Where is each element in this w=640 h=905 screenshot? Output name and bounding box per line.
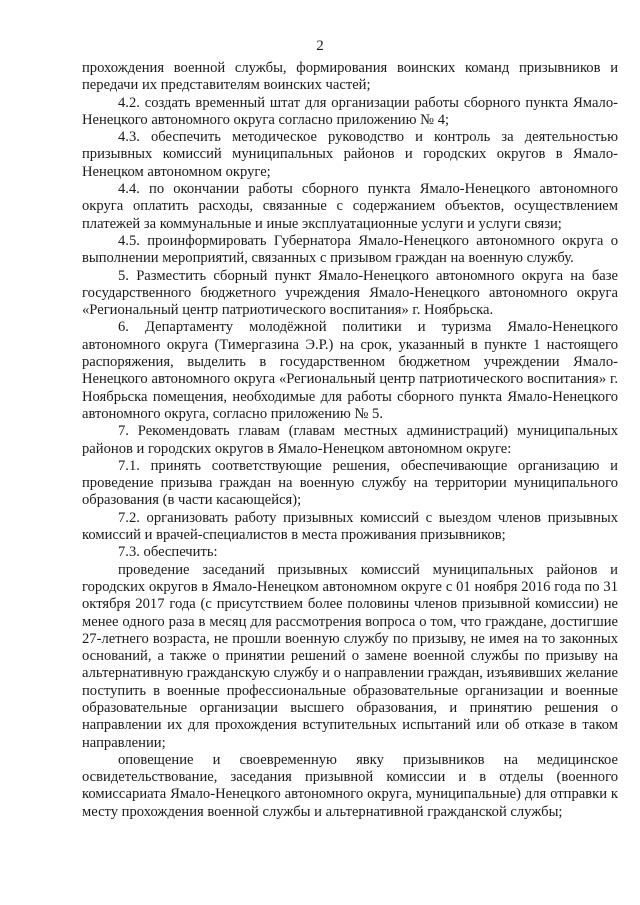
paragraph: прохождения военной службы, формирования воинских команд призывников и передачи их представителям воинских частей; [82,60,618,94]
paragraph: 7.2. организовать работу призывных комиссий с выездом членов призывных комиссий и врачей-специалистов в места проживания призывников; [82,509,618,544]
paragraph: 4.4. по окончании работы сборного пункта Ямало-Ненецкого автономного округа оплатить расходы, связанные с содержанием объектов, осуществлением платежей за коммунальные и иные эксплуатационные услуги и услуги связи; [82,181,618,232]
paragraph: 7.1. принять соответствующие решения, обеспечивающие организацию и проведение призыва граждан на военную службу на территории муниципального образования (в части касающейся); [82,457,618,509]
paragraph: 4.2. создать временный штат для организации работы сборного пункта Ямало-Ненецкого автономного округа согласно приложению № 4; [82,94,618,128]
paragraph: оповещение и своевременную явку призывников на медицинское освидетельствование, заседания призывной комиссии и в отделы (военного комиссариата Ямало-Ненецкого автономного округа, муниципальные) для отправки к месту прохождения военной службы и альтернативной гражданской службы; [82,751,618,820]
paragraph: 6. Департаменту молодёжной политики и туризма Ямало-Ненецкого автономного округа (Тимергазина Э.Р.) на срок, указанный в пункте 1 настоящего распоряжения, выделить в государственном бюджетном учреждении Ямало-Ненецкого автономного округа «Региональный центр патриотического воспитания» г. Ноябрьска помещения, необходимые для работы сборного пункта Ямало-Ненецкого автономного округа, согласно приложению № 5. [82,319,618,422]
paragraph: 4.3. обеспечить методическое руководство и контроль за деятельностью призывных комиссий муниципальных районов и городских округов в Ямало-Ненецком автономном округе; [82,129,618,180]
paragraph: проведение заседаний призывных комиссий муниципальных районов и городских округов в Ямало-Ненецком автономном округе с 01 ноября 2016 года по 31 октября 2017 года (с присутствием более половины членов призывной комиссии) не менее одного раза в месяц для рассмотрения вопроса о том, что граждане, достигшие 27-летнего возраста, не прошли военную службу по призыву, не имея на то законных оснований, а также о принятии решений о замене военной службы по призыву на альтернативную гражданскую службу и о направлении граждан, изъявивших желание поступить в военные профессиональные образовательные организации и военные образовательные организации высшего образования, и принятию решения о направлении их для прохождения вступительных испытаний или об отказе в таком направлении; [82,561,618,751]
paragraph: 5. Разместить сборный пункт Ямало-Ненецкого автономного округа на базе государственного бюджетного учреждения Ямало-Ненецкого автономного округа «Региональный центр патриотического воспитания» г. Ноябрьска. [82,267,618,319]
paragraph: 4.5. проинформировать Губернатора Ямало-Ненецкого автономного округа о выполнении мероприятий, связанных с призывом граждан на военную службу. [82,232,618,267]
page-number: 2 [316,38,324,54]
paragraph: 7.3. обеспечить: [118,544,218,561]
document-body [82,60,618,821]
paragraph: 7. Рекомендовать главам (главам местных администраций) муниципальных районов и городских округов в Ямало-Ненецком автономном округе: [82,423,618,457]
